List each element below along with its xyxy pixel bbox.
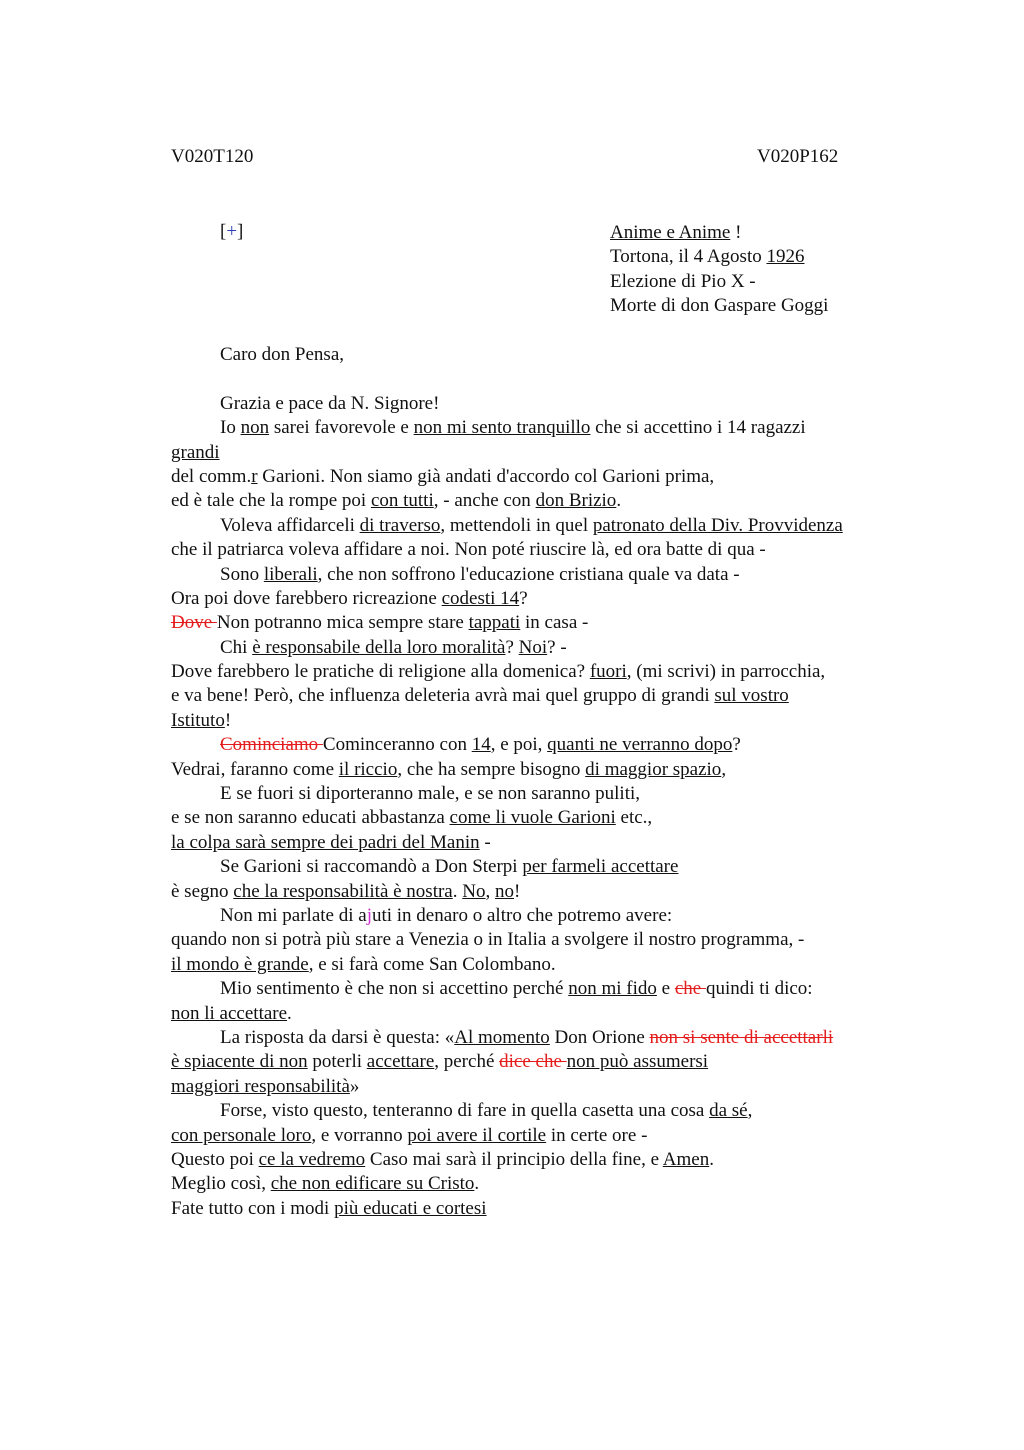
- text-line: è segno che la responsabilità è nostra. No, no!: [171, 880, 521, 902]
- deleted-text: Dove: [171, 612, 217, 634]
- text-line: Vedrai, faranno come il riccio, che ha sempre bisogno di maggior spazio,: [171, 758, 727, 780]
- heading-title: Anime e Anime !: [610, 222, 742, 243]
- text-line: e se non saranno educati abbastanza come li vuole Garioni etc.,: [171, 807, 653, 829]
- deleted-text: che: [674, 978, 706, 1000]
- text-line: ed è tale che la rompe poi con tutti, - anche con don Brizio.: [171, 490, 622, 512]
- text-line: Ora poi dove farebbero ricreazione codesti 14?: [171, 587, 528, 609]
- text-line: è spiacente di non poterli accettare, perché dice che non può assumersi: [171, 1051, 709, 1073]
- deleted-text: Cominciamo: [220, 734, 323, 756]
- text-line: con personale loro, e vorranno poi avere il cortile in certe ore -: [171, 1124, 648, 1146]
- text-line: del comm.r Garioni. Non siamo già andati d'accordo col Garioni prima,: [171, 465, 715, 487]
- text-line: Non mi parlate di ajuti in denaro o altro che potremo avere:: [220, 904, 673, 926]
- text-line: la colpa sarà sempre dei padri del Manin -: [171, 831, 491, 853]
- text-line: Dove Non potranno mica sempre stare tappati in casa -: [171, 612, 589, 634]
- deleted-text: dice che: [499, 1051, 567, 1073]
- heading-place-date: Tortona, il 4 Agosto 1926: [610, 246, 805, 268]
- text-line: Mio sentimento è che non si accettino perché non mi fido e che quindi ti dico:: [220, 978, 813, 1000]
- deleted-text: non si sente di accettarli: [649, 1026, 834, 1048]
- text-line: e va bene! Però, che influenza deleteria avrà mai quel gruppo di grandi sul vostro: [171, 685, 789, 707]
- text-line: Meglio così, che non edificare su Cristo.: [171, 1173, 480, 1195]
- text-line: maggiori responsabilità»: [171, 1075, 360, 1097]
- text-line: Voleva affidarceli di traverso, mettendoli in quel patronato della Div. Provvidenza: [220, 514, 843, 536]
- letter-heading: [610, 221, 828, 319]
- text-line: non li accettare.: [171, 1002, 292, 1024]
- plus-icon[interactable]: +: [226, 221, 238, 242]
- text-line: Io non sarei favorevole e non mi sento tranquillo che si accettino i 14 ragazzi: [220, 417, 806, 439]
- heading-line-4: Morte di don Gaspare Goggi: [610, 295, 829, 317]
- text-line: Sono liberali, che non soffrono l'educazione cristiana quale va data -: [220, 563, 740, 585]
- text-line: Cominciamo Cominceranno con 14, e poi, quanti ne verranno dopo?: [220, 734, 741, 756]
- text-line: Istituto!: [171, 709, 232, 731]
- text-line: il mondo è grande, e si farà come San Colombano.: [171, 953, 556, 975]
- text-line: Dove farebbero le pratiche di religione alla domenica? fuori, (mi scrivi) in parrocchia,: [171, 661, 826, 683]
- text-line: Chi è responsabile della loro moralità? Noi? -: [220, 636, 567, 658]
- greeting: Grazia e pace da N. Signore!: [220, 392, 440, 414]
- text-line: Fate tutto con i modi più educati e cortesi: [171, 1197, 487, 1219]
- salutation: Caro don Pensa,: [220, 344, 345, 365]
- text-line: La risposta da darsi è questa: «Al momento Don Orione non si sente di accettarli: [220, 1026, 834, 1048]
- heading-line-3: Elezione di Pio X -: [610, 270, 756, 292]
- text-line: che il patriarca voleva affidare a noi. Non poté riuscire là, ed ora batte di qua -: [171, 539, 766, 561]
- text-line: Forse, visto questo, tenteranno di fare in quella casetta una cosa da sé,: [220, 1100, 753, 1122]
- inserted-letter: j: [366, 904, 372, 926]
- letter-body: [171, 343, 931, 1221]
- text-line: grandi: [171, 441, 220, 463]
- document-code-right: V020P162: [757, 146, 839, 167]
- text-line: Se Garioni si raccomandò a Don Sterpi per farmeli accettare: [220, 856, 679, 878]
- note-marker: [+]: [220, 221, 244, 242]
- text-line: E se fuori si diporteranno male, e se non saranno puliti,: [220, 783, 641, 805]
- text-line: Questo poi ce la vedremo Caso mai sarà il principio della fine, e Amen.: [171, 1148, 714, 1170]
- text-line: quando non si potrà più stare a Venezia o in Italia a svolgere il nostro programma, -: [171, 929, 805, 951]
- document-code-left: V020T120: [171, 146, 254, 167]
